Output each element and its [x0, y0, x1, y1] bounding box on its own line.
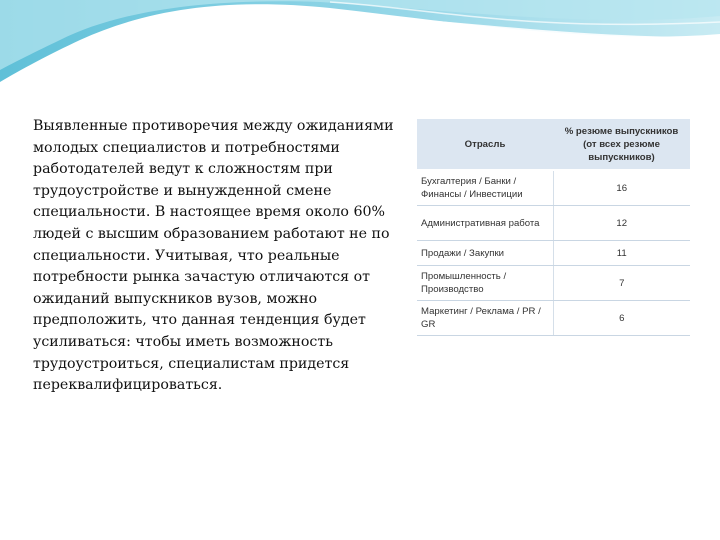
header-industry: Отрасль: [417, 119, 553, 170]
row-share: 16: [553, 170, 690, 206]
row-industry: Административная работа: [417, 206, 553, 241]
row-industry: Продажи / Закупки: [417, 241, 553, 266]
table-row: [417, 206, 690, 241]
header-resume-share: % резюме выпускников (от всех резюме выпускников): [553, 119, 690, 170]
row-share: 11: [553, 241, 690, 266]
header-wave-decoration: [0, 0, 720, 100]
industry-resume-table: [417, 119, 690, 336]
table-row: [417, 170, 690, 206]
table-row: [417, 241, 690, 266]
table-header-row: [417, 119, 690, 170]
row-industry: Маркетинг / Реклама / PR / GR: [417, 301, 553, 336]
row-share: 6: [553, 301, 690, 336]
row-share: 7: [553, 266, 690, 301]
row-share: 12: [553, 206, 690, 241]
table-row: [417, 266, 690, 301]
table-row: [417, 301, 690, 336]
row-industry: Бухгалтерия / Банки / Финансы / Инвестиции: [417, 170, 553, 206]
row-industry: Промышленность / Производство: [417, 266, 553, 301]
main-paragraph: Выявленные противоречия между ожиданиями молодых специалистов и потребностями работодателей ведут к сложностям при трудоустройстве и вынужденной смене специальности. В настоящее время около 60% людей с высшим образованием работают не по специальности. Учитывая, что реальные потребности рынка зачастую отличаются от ожиданий выпускников вузов, можно предположить, что данная тенденция будет усиливаться: чтобы иметь возможность трудоустроиться, специалистам придется переквалифицироваться.: [33, 118, 394, 394]
